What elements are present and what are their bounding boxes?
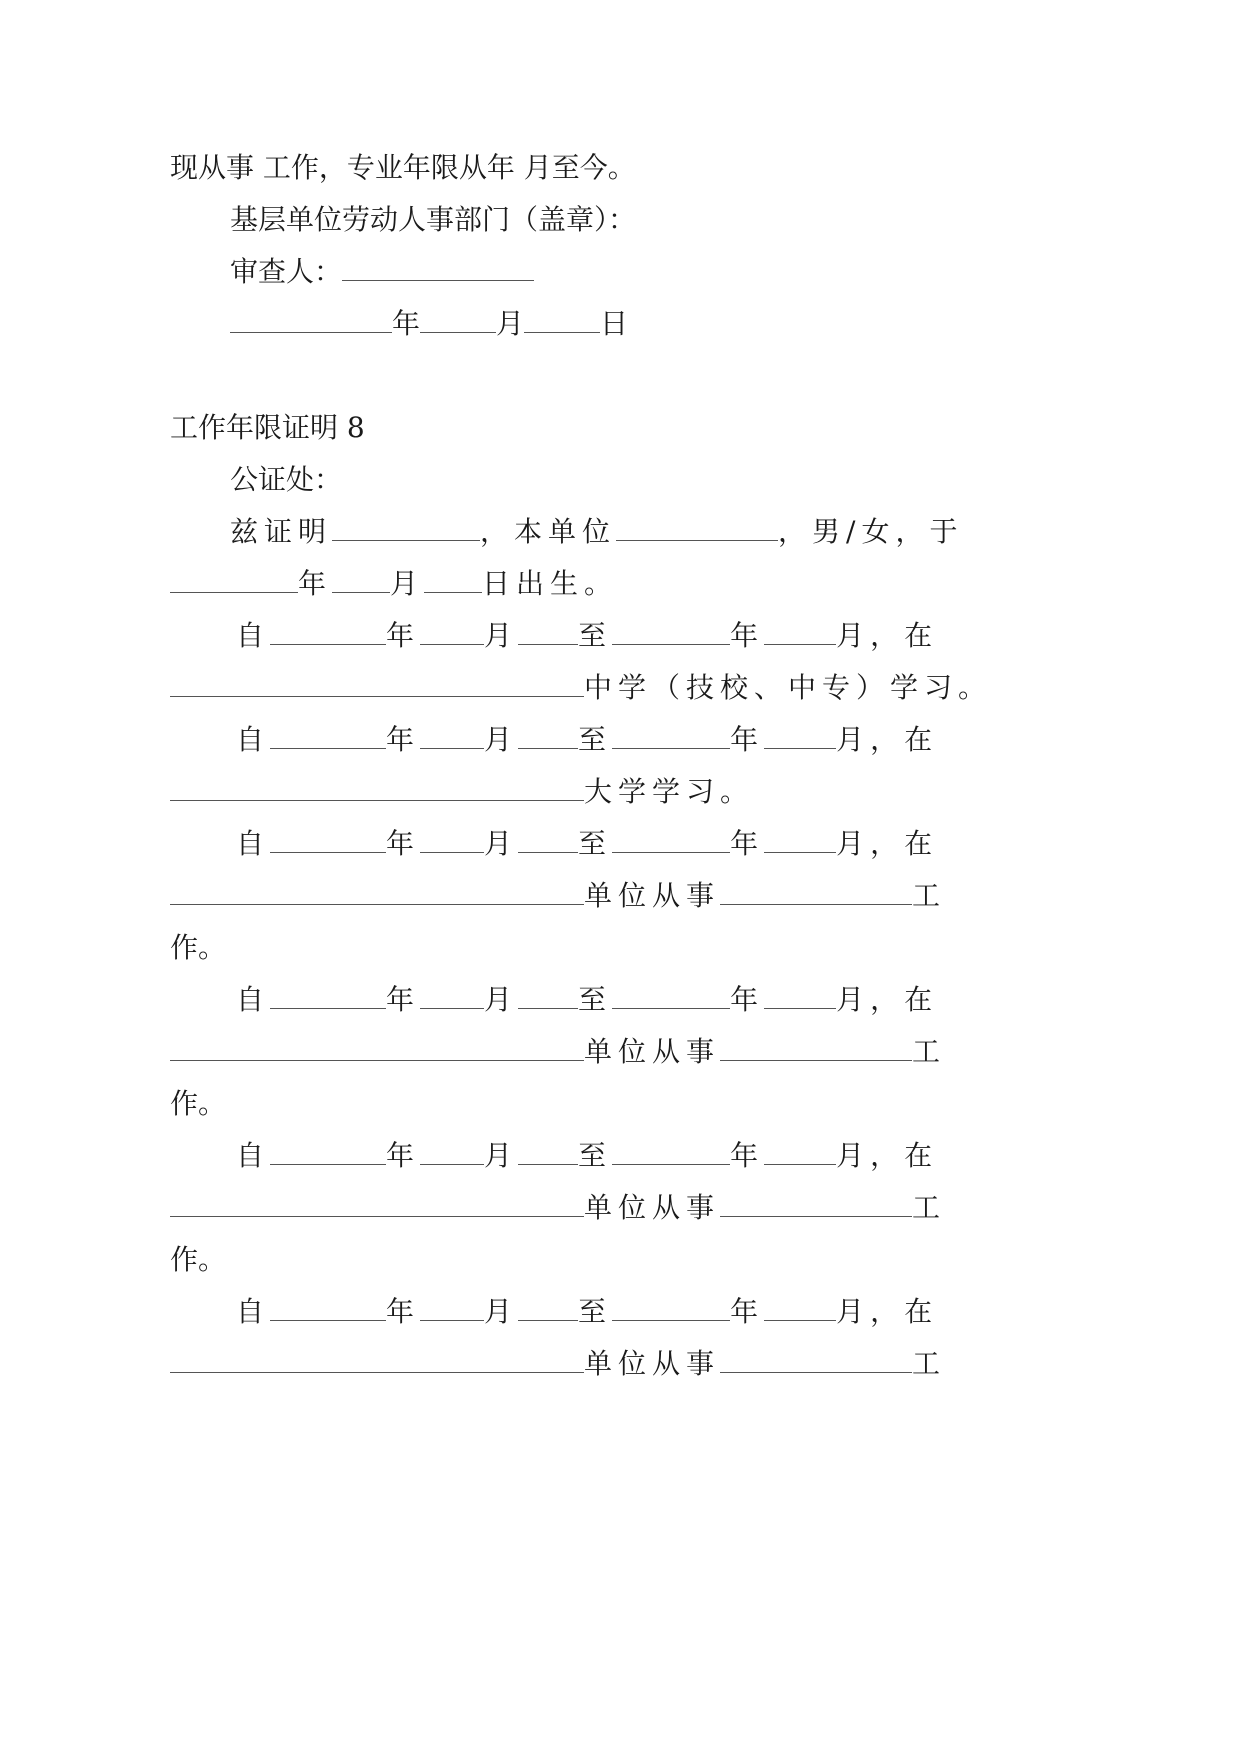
- unit-blank: [170, 878, 584, 905]
- to-label: 至: [578, 1295, 613, 1328]
- month-at-label: 月，在: [836, 619, 939, 652]
- unit-label: ，本单位: [480, 515, 617, 548]
- work-line: 现从事 工作，专业年限从年 月至今。: [170, 151, 636, 184]
- day-label: 日: [600, 307, 629, 340]
- to-year-blank: [612, 1294, 730, 1321]
- to-month-blank: [764, 1138, 836, 1165]
- to-year-blank: [612, 982, 730, 1009]
- birth-year-label: 年: [298, 567, 333, 600]
- month-label: 月: [484, 1295, 519, 1328]
- birth-day-label: 日出生。: [482, 567, 619, 600]
- from-label: 自: [236, 827, 271, 860]
- from-day-blank: [518, 982, 578, 1009]
- school-line: [170, 668, 992, 708]
- to-year-blank: [612, 722, 730, 749]
- reviewer-blank: [342, 254, 534, 281]
- month-at-label: 月，在: [836, 1139, 939, 1172]
- work-label: 工: [912, 879, 947, 912]
- to-month-blank: [764, 826, 836, 853]
- month-label: 月: [484, 827, 519, 860]
- from-month-blank: [420, 722, 484, 749]
- from-day-blank: [518, 722, 578, 749]
- month-blank: [420, 306, 496, 333]
- to-year-blank: [612, 618, 730, 645]
- year-label: 年: [386, 619, 421, 652]
- work-unit-line: [170, 1188, 946, 1228]
- to-month-blank: [764, 982, 836, 1009]
- unit-blank: [616, 514, 778, 541]
- work-unit-line: [170, 1344, 946, 1384]
- unit-work-label: 单位从事: [584, 1191, 721, 1224]
- from-month-blank: [420, 618, 484, 645]
- month-label: 月: [484, 983, 519, 1016]
- name-blank: [332, 514, 480, 541]
- period-line: [236, 824, 938, 864]
- job-blank: [720, 1034, 912, 1061]
- unit-blank: [170, 1190, 584, 1217]
- university-line: [170, 772, 754, 812]
- to-label: 至: [578, 827, 613, 860]
- from-year-blank: [270, 982, 386, 1009]
- year-label: 年: [386, 723, 421, 756]
- from-day-blank: [518, 826, 578, 853]
- university-blank: [170, 774, 584, 801]
- unit-work-label: 单位从事: [584, 879, 721, 912]
- unit-blank: [170, 1346, 584, 1373]
- middle-school-label: 中学（技校、中专）学习。: [584, 671, 993, 704]
- year-label: 年: [730, 827, 765, 860]
- from-year-blank: [270, 618, 386, 645]
- from-month-blank: [420, 1294, 484, 1321]
- unit-blank: [170, 1034, 584, 1061]
- section-title: 工作年限证明 8: [170, 411, 365, 444]
- to-month-blank: [764, 1294, 836, 1321]
- birth-month-blank: [332, 566, 390, 593]
- year-label: 年: [730, 619, 765, 652]
- unit-work-label: 单位从事: [584, 1035, 721, 1068]
- from-year-blank: [270, 722, 386, 749]
- birth-line: [170, 564, 618, 604]
- year-label: 年: [392, 307, 421, 340]
- from-day-blank: [518, 618, 578, 645]
- year-label: 年: [730, 1295, 765, 1328]
- period-line: [236, 1136, 938, 1176]
- job-blank: [720, 1346, 912, 1373]
- work-end-line: 作。: [170, 931, 227, 964]
- work-unit-line: [170, 876, 946, 916]
- year-label: 年: [730, 983, 765, 1016]
- reviewer-label: 审查人：: [230, 255, 343, 288]
- certify-line: [230, 512, 963, 552]
- month-label: 月: [496, 307, 525, 340]
- month-at-label: 月，在: [836, 1295, 939, 1328]
- month-at-label: 月，在: [836, 723, 939, 756]
- to-month-blank: [764, 618, 836, 645]
- birth-year-blank: [170, 566, 298, 593]
- salutation: 公证处：: [230, 463, 343, 496]
- period-line: [236, 1292, 938, 1332]
- year-label: 年: [386, 983, 421, 1016]
- work-unit-line: [170, 1032, 946, 1072]
- from-year-blank: [270, 1294, 386, 1321]
- year-blank: [230, 306, 392, 333]
- from-label: 自: [236, 1295, 271, 1328]
- to-label: 至: [578, 983, 613, 1016]
- work-label: 工: [912, 1191, 947, 1224]
- month-label: 月: [484, 1139, 519, 1172]
- work-end-line: 作。: [170, 1243, 227, 1276]
- year-label: 年: [386, 827, 421, 860]
- day-blank: [524, 306, 600, 333]
- to-month-blank: [764, 722, 836, 749]
- year-label: 年: [730, 1139, 765, 1172]
- period-line: [236, 616, 938, 656]
- birth-month-label: 月: [390, 567, 425, 600]
- from-month-blank: [420, 1138, 484, 1165]
- gender-label: ，男/女，于: [778, 515, 964, 548]
- from-year-blank: [270, 826, 386, 853]
- job-blank: [720, 1190, 912, 1217]
- certify-label: 兹证明: [230, 515, 333, 548]
- job-blank: [720, 878, 912, 905]
- work-label: 工: [912, 1347, 947, 1380]
- from-label: 自: [236, 983, 271, 1016]
- month-label: 月: [484, 723, 519, 756]
- to-year-blank: [612, 1138, 730, 1165]
- from-label: 自: [236, 619, 271, 652]
- month-at-label: 月，在: [836, 827, 939, 860]
- year-label: 年: [386, 1139, 421, 1172]
- reviewer-line: [230, 252, 534, 292]
- month-at-label: 月，在: [836, 983, 939, 1016]
- period-line: [236, 980, 938, 1020]
- department-seal-line: 基层单位劳动人事部门（盖章）：: [230, 203, 637, 236]
- from-year-blank: [270, 1138, 386, 1165]
- from-label: 自: [236, 1139, 271, 1172]
- date-line: [230, 304, 628, 344]
- university-label: 大学学习。: [584, 775, 755, 808]
- to-label: 至: [578, 619, 613, 652]
- to-label: 至: [578, 1139, 613, 1172]
- from-day-blank: [518, 1138, 578, 1165]
- unit-work-label: 单位从事: [584, 1347, 721, 1380]
- from-day-blank: [518, 1294, 578, 1321]
- work-label: 工: [912, 1035, 947, 1068]
- year-label: 年: [730, 723, 765, 756]
- year-label: 年: [386, 1295, 421, 1328]
- month-label: 月: [484, 619, 519, 652]
- from-month-blank: [420, 982, 484, 1009]
- school-blank: [170, 670, 584, 697]
- birth-day-blank: [424, 566, 482, 593]
- from-label: 自: [236, 723, 271, 756]
- period-line: [236, 720, 938, 760]
- work-end-line: 作。: [170, 1087, 227, 1120]
- from-month-blank: [420, 826, 484, 853]
- to-year-blank: [612, 826, 730, 853]
- to-label: 至: [578, 723, 613, 756]
